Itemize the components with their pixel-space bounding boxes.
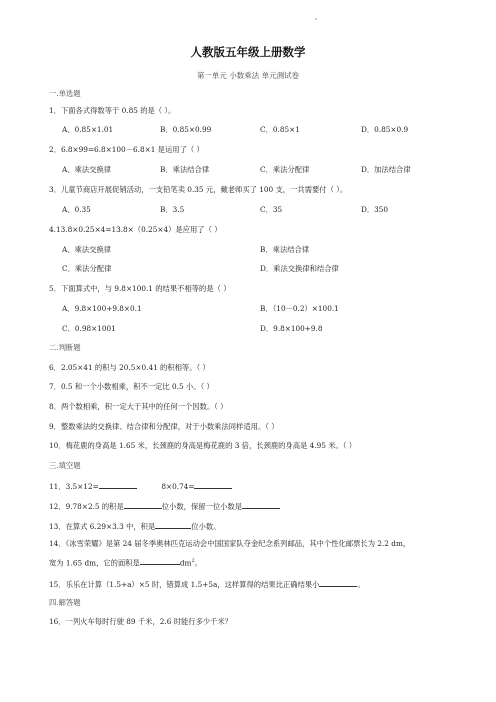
question-11 (49, 480, 232, 492)
q15-end: 。 (357, 580, 365, 589)
q2-option-d: D．加法结合律 (361, 165, 411, 174)
q1-option-d: D．0.85×0.9 (361, 125, 409, 134)
q3-option-c: C．35 (260, 205, 283, 214)
q14-unit-sup: 2 (191, 558, 195, 564)
q11-part-a: 11．3.5×12= (49, 482, 99, 491)
question-8: 8．两个数相乘，积一定大于其中的任何一个因数。（ ） (49, 402, 228, 411)
question-3: 3．儿童节商店开展促销活动，一支铅笔卖 0.35 元，戴老师买了 100 支，一共需要付（ ）。 (49, 185, 348, 194)
question-15 (49, 578, 365, 590)
q12-part-b: 位小数，保留一位小数是 (161, 502, 243, 511)
page-title: 人教版五年级上册数学 (190, 45, 306, 59)
q5-option-c: C．0.98×1001 (62, 324, 116, 333)
q15-part-a: 15．乐乐在计算（1.5+a）×5 时，错算成 1.5+5a，这样算得的结果比正确结果小 (49, 580, 320, 589)
q1-option-a: A．0.85×1.01 (62, 125, 114, 134)
section-true-false: 二.判断题 (49, 343, 81, 352)
q4-option-d: D．乘法交换律和结合律 (260, 264, 339, 273)
question-5: 5．下面算式中，与 9.8×100.1 的结果不相等的是（ ） (49, 284, 231, 293)
section-single-choice: 一.单选题 (49, 89, 81, 98)
q5-option-b: B．（10－0.2）×100.1 (260, 304, 339, 313)
q5-option-d: D．9.8×100+9.8 (260, 324, 323, 333)
q5-option-a: A．9.8×100+9.8×0.1 (62, 304, 142, 313)
q13-part-b: 位小数。 (191, 522, 221, 531)
q13-blank[interactable] (155, 520, 191, 529)
question-13 (49, 520, 220, 532)
question-2: 2．6.8×99=6.8×100－6.8×1 是运用了（ ） (49, 145, 204, 154)
q11-blank-b[interactable] (194, 480, 232, 489)
question-6: 6．2.05×41 的积与 20.5×0.41 的积相等。（ ） (49, 363, 210, 372)
q1-option-b: B．0.85×0.99 (160, 125, 212, 134)
q12-part-a: 12．9.78×2.5 的积是 (49, 502, 124, 511)
corner-dot (315, 18, 317, 20)
q4-option-b: B．乘法结合律 (260, 245, 310, 254)
q4-option-a: A．乘法交换律 (62, 245, 112, 254)
question-7: 7．0.5 和一个小数相乘，积不一定比 0.5 小。（ ） (49, 382, 214, 391)
q2-option-a: A．乘法交换律 (62, 165, 112, 174)
question-9: 9．整数乘法的交换律、结合律和分配律，对于小数乘法同样适用。（ ） (49, 422, 279, 431)
question-4: 4.13.8×0.25×4=13.8×（0.25×4）是应用了（ ） (49, 225, 222, 234)
q14-end: 。 (194, 558, 202, 568)
question-12 (49, 500, 280, 512)
q3-option-a: A．0.35 (62, 205, 91, 214)
q11-blank-a[interactable] (99, 480, 137, 489)
section-fill-blank: 三.填空题 (49, 461, 81, 470)
q2-option-b: B．乘法结合律 (160, 165, 210, 174)
q2-option-c: C．乘法分配律 (260, 165, 310, 174)
section-solve: 四.解答题 (49, 598, 81, 607)
q14-unit: dm (179, 558, 192, 568)
q15-blank[interactable] (319, 578, 357, 587)
q12-blank-a[interactable] (124, 500, 162, 509)
q3-option-b: B．3.5 (160, 205, 185, 214)
q12-blank-b[interactable] (242, 500, 280, 509)
question-10: 10．梅花鹿的身高是 1.65 米，长颈鹿的身高是梅花鹿的 3 倍，长颈鹿的身高是 4.95 米。（ ） (49, 441, 357, 450)
question-1: 1．下面各式得数等于 0.85 的是（ ）。 (49, 106, 176, 115)
q11-part-b: 8×0.74= (161, 482, 195, 491)
q14-part-b: 宽为 1.65 dm，它的面积是 (49, 558, 140, 568)
page-subtitle: 第一单元 小数乘法 单元测试卷 (196, 71, 300, 80)
q1-option-c: C．0.85×1 (260, 125, 300, 134)
q13-part-a: 13．在算式 6.29×3.3 中，积是 (49, 522, 156, 531)
question-16: 16．一列火车每时行驶 89 千米，2.6 时能行多少千米？ (49, 617, 233, 626)
q3-option-d: D．350 (361, 205, 389, 214)
question-14-line-1: 14．《冰雪荣耀》是第 24 届冬季奥林匹克运动会中国国家队夺金纪念系列邮品，其中个性化邮票长为 2.2 dm， (49, 539, 411, 548)
q14-blank[interactable] (140, 556, 180, 565)
q4-option-c: C．乘法分配律 (62, 264, 112, 273)
question-14-line-2 (49, 556, 202, 568)
